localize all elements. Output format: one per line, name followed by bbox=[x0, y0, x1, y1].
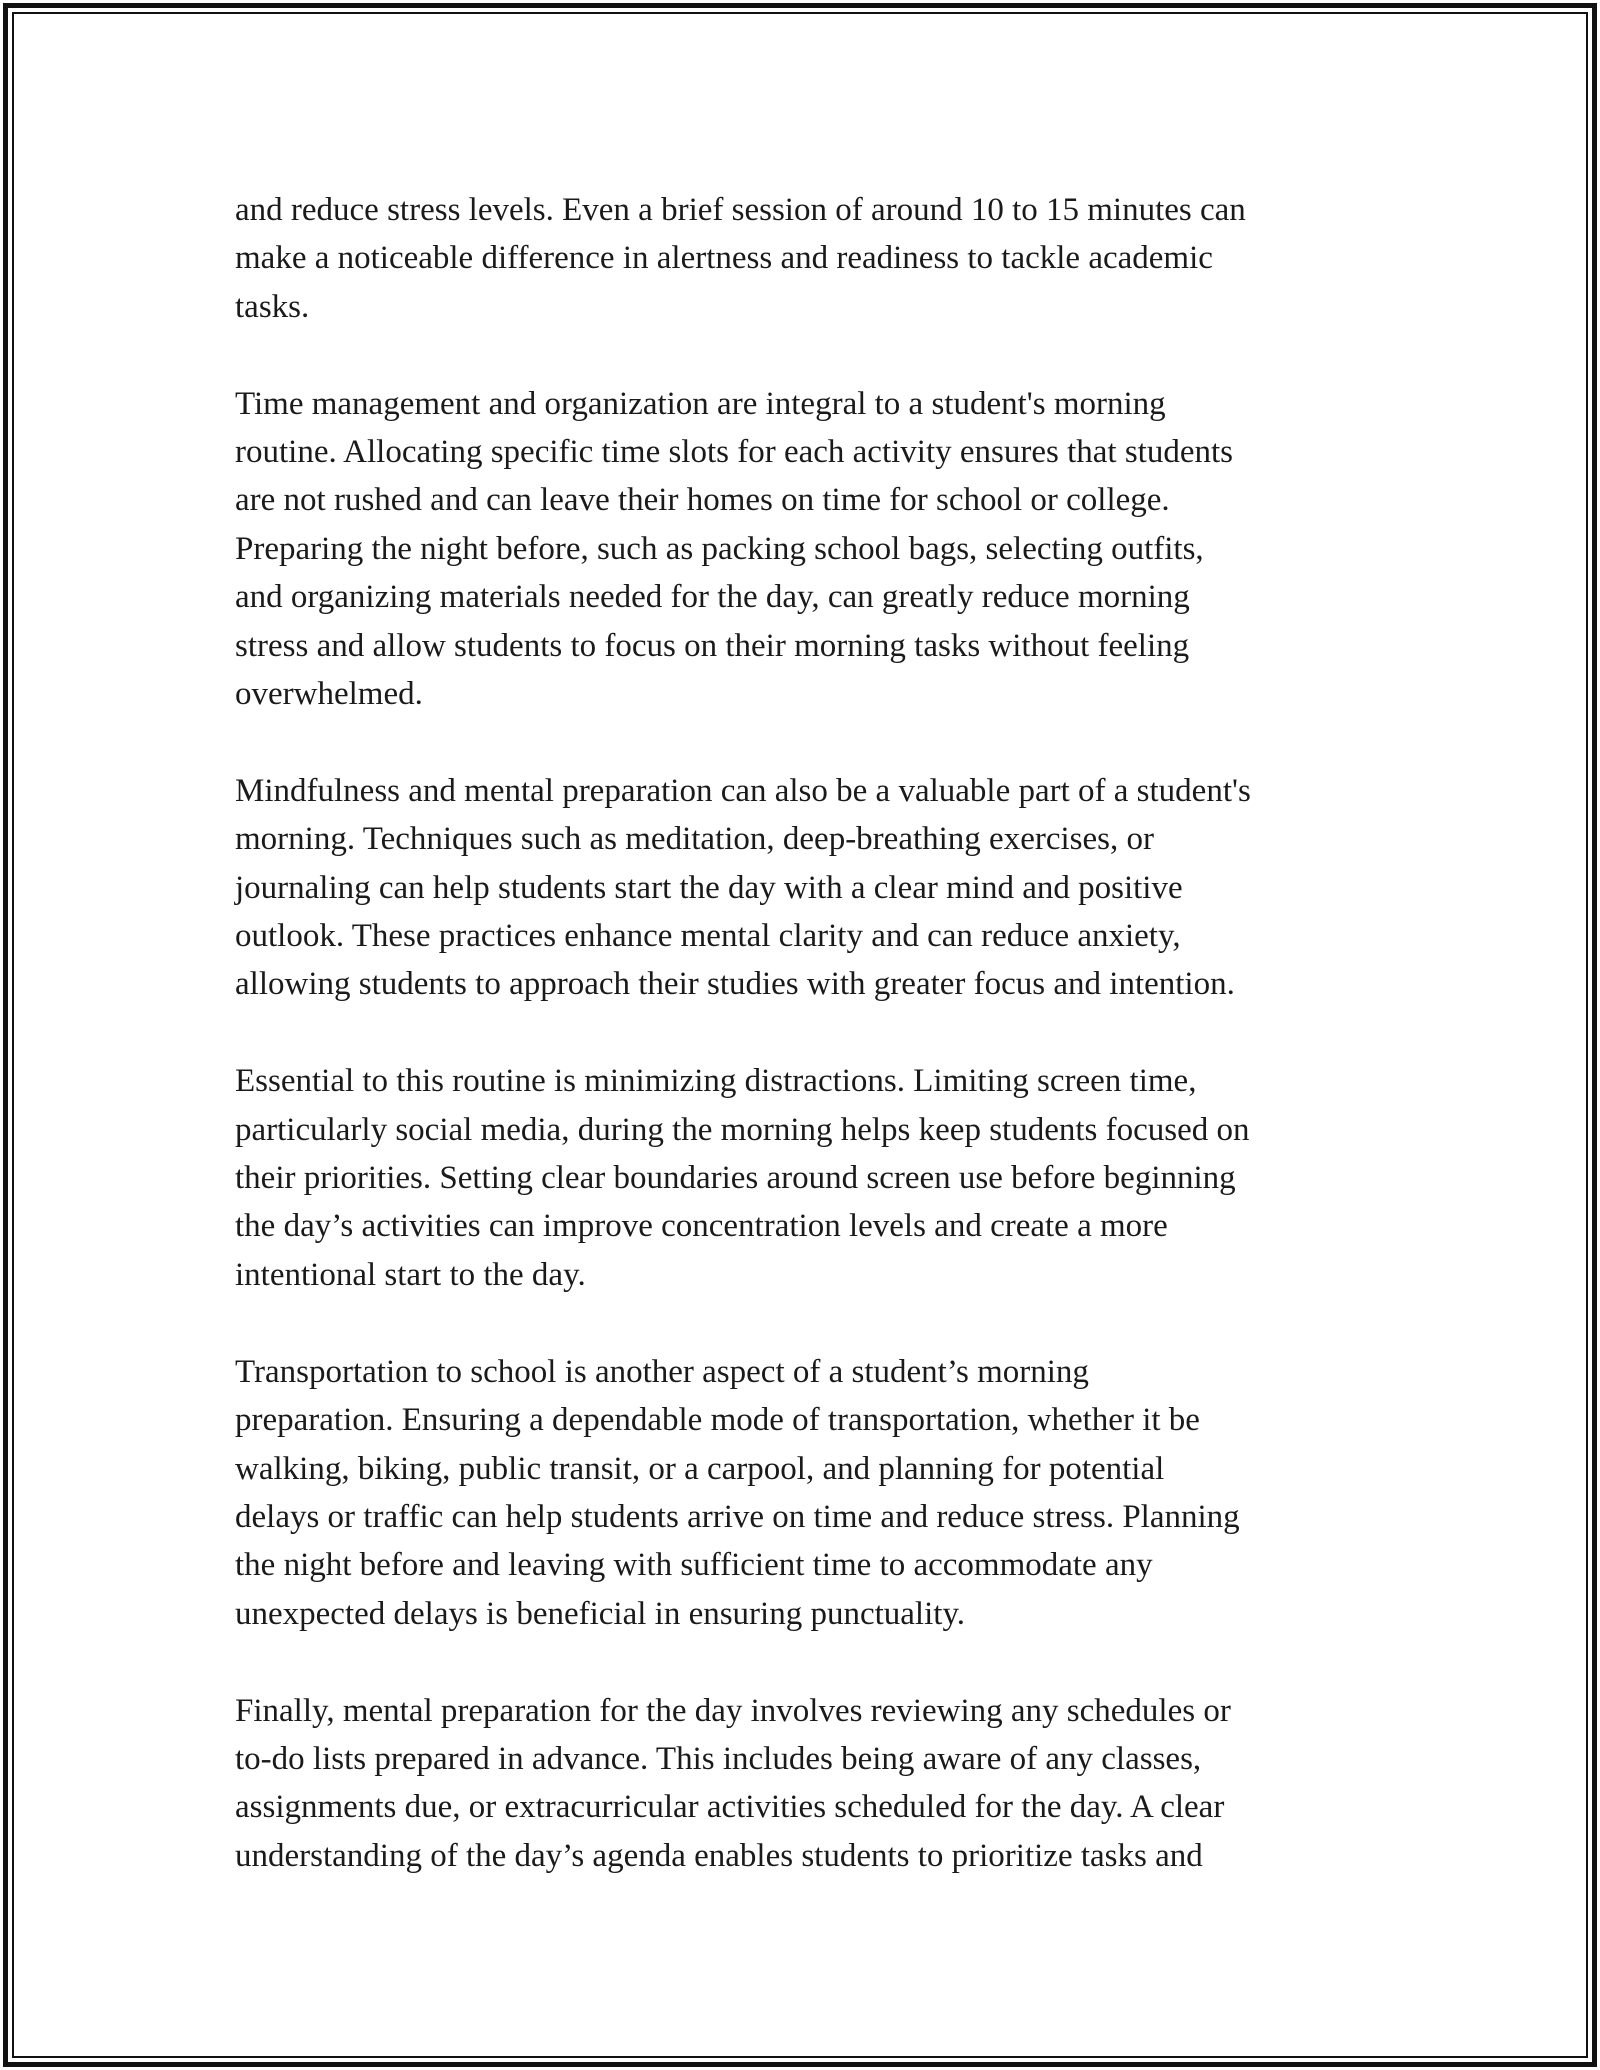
text-line: tasks. bbox=[235, 288, 310, 325]
text-line: stress and allow students to focus on their morning tasks without feeling bbox=[235, 627, 1190, 664]
text-line: to-do lists prepared in advance. This includes being aware of any classes, bbox=[235, 1740, 1202, 1777]
text-line: overwhelmed. bbox=[235, 676, 423, 713]
paragraph bbox=[235, 767, 1375, 1009]
text-line: allowing students to approach their studies with greater focus and intention. bbox=[235, 966, 1235, 1003]
text-line: intentional start to the day. bbox=[235, 1256, 586, 1293]
text-line: Transportation to school is another aspect of a student’s morning bbox=[235, 1353, 1089, 1390]
paragraph bbox=[235, 380, 1375, 719]
text-line: assignments due, or extracurricular activities scheduled for the day. A clear bbox=[235, 1789, 1225, 1826]
document-body bbox=[235, 186, 1375, 1880]
text-line: understanding of the day’s agenda enables students to prioritize tasks and bbox=[235, 1837, 1203, 1874]
text-line: make a noticeable difference in alertness and readiness to tackle academic bbox=[235, 240, 1213, 277]
text-line: particularly social media, during the morning helps keep students focused on bbox=[235, 1111, 1250, 1148]
text-line: Preparing the night before, such as packing school bags, selecting outfits, bbox=[235, 530, 1204, 567]
text-line: unexpected delays is beneficial in ensuring punctuality. bbox=[235, 1595, 966, 1632]
text-line: and organizing materials needed for the day, can greatly reduce morning bbox=[235, 579, 1190, 616]
text-line: the night before and leaving with sufficient time to accommodate any bbox=[235, 1547, 1153, 1584]
text-line: and reduce stress levels. Even a brief session of around 10 to 15 minutes can bbox=[235, 192, 1246, 228]
paragraph bbox=[235, 1057, 1375, 1299]
text-line: Time management and organization are integral to a student's morning bbox=[235, 385, 1166, 422]
paragraph bbox=[235, 1687, 1375, 1881]
text-line: walking, biking, public transit, or a carpool, and planning for potential bbox=[235, 1450, 1165, 1487]
text-line: preparation. Ensuring a dependable mode of transportation, whether it be bbox=[235, 1402, 1200, 1439]
text-line: their priorities. Setting clear boundaries around screen use before beginning bbox=[235, 1160, 1236, 1197]
text-line: outlook. These practices enhance mental clarity and can reduce anxiety, bbox=[235, 918, 1181, 955]
text-line: delays or traffic can help students arrive on time and reduce stress. Planning bbox=[235, 1498, 1240, 1535]
text-line: Mindfulness and mental preparation can also be a valuable part of a student's bbox=[235, 772, 1251, 809]
text-line: journaling can help students start the day with a clear mind and positive bbox=[235, 869, 1183, 906]
paragraph bbox=[235, 1348, 1375, 1638]
text-line: the day’s activities can improve concentration levels and create a more bbox=[235, 1208, 1168, 1245]
paragraph bbox=[235, 186, 1375, 331]
text-line: routine. Allocating specific time slots for each activity ensures that students bbox=[235, 434, 1233, 471]
text-line: are not rushed and can leave their homes on time for school or college. bbox=[235, 482, 1170, 519]
text-line: Essential to this routine is minimizing distractions. Limiting screen time, bbox=[235, 1063, 1197, 1100]
text-line: Finally, mental preparation for the day involves reviewing any schedules or bbox=[235, 1692, 1231, 1729]
text-line: morning. Techniques such as meditation, deep-breathing exercises, or bbox=[235, 821, 1154, 858]
